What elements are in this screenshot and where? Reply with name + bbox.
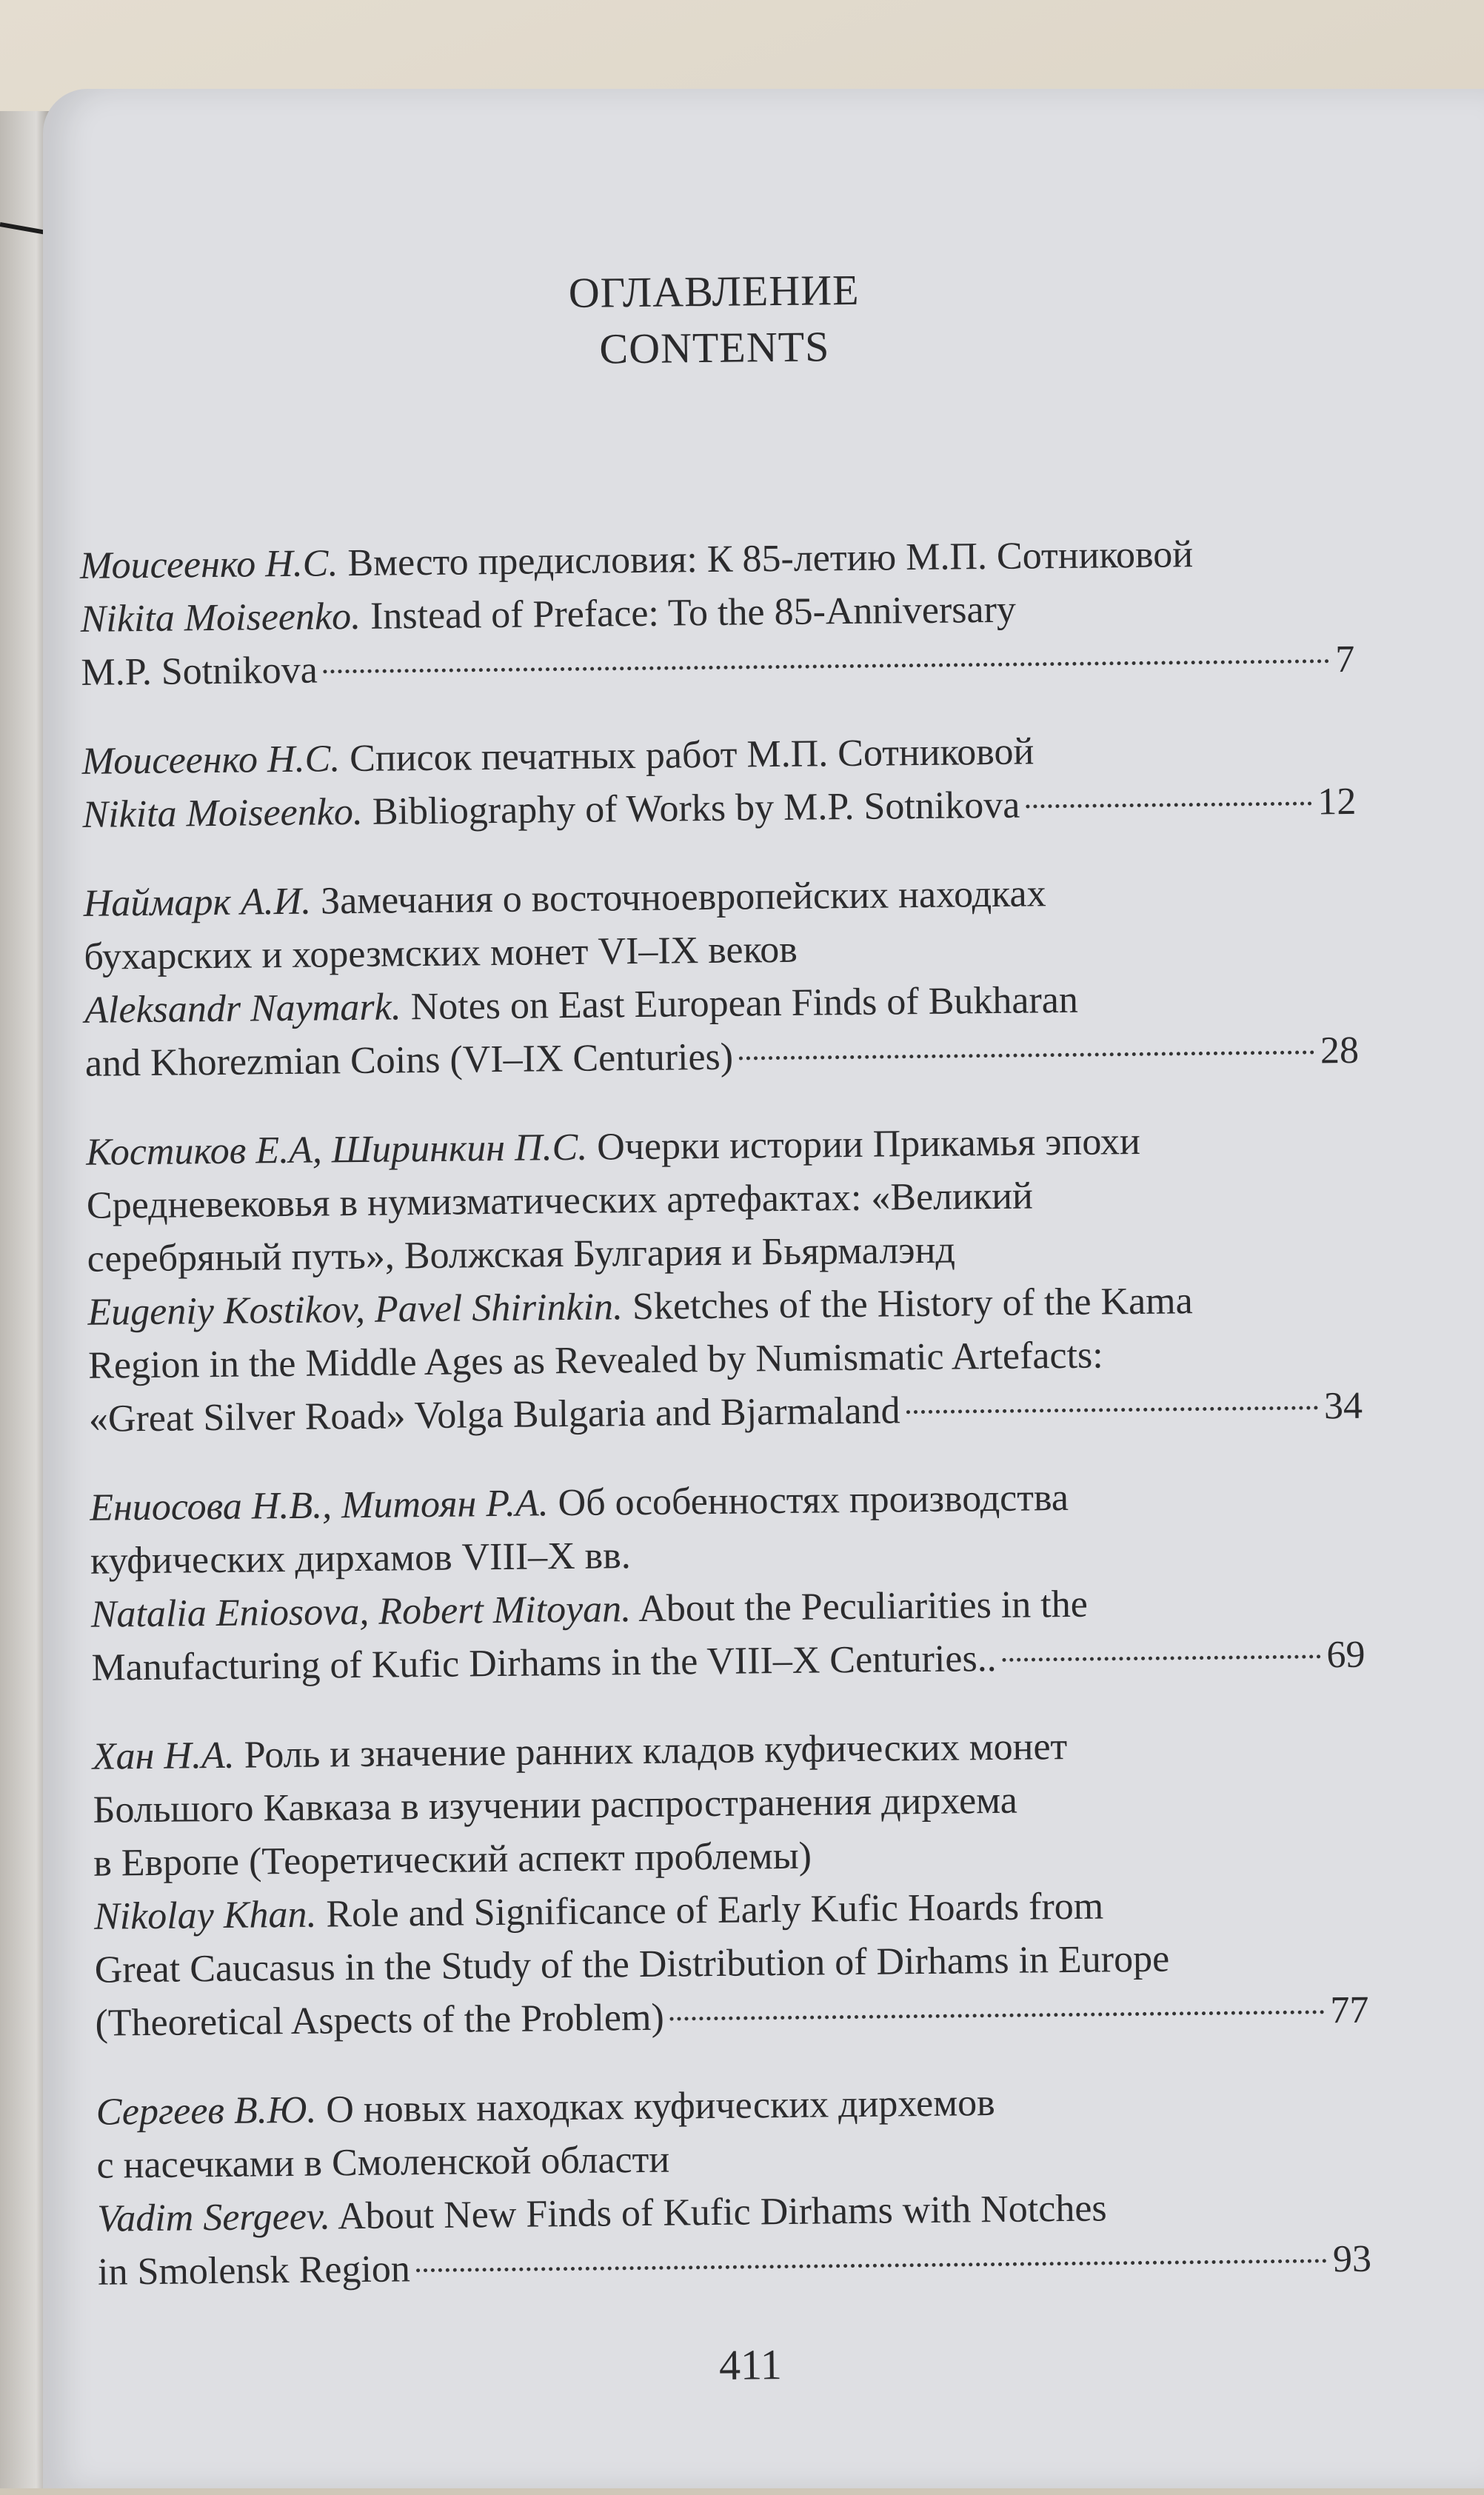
en-title: Role and Significance of Early Kufic Hoards from: [316, 1885, 1104, 1936]
dot-leader: [1003, 1654, 1321, 1662]
en-title: (Theoretical Aspects of the Problem): [95, 1996, 665, 2045]
toc-entry: [92, 1717, 1368, 2051]
toc-entry: [96, 2073, 1371, 2299]
ru-title-continued: серебряный путь», Волжская Булгария и Бьярмалэнд: [87, 1229, 956, 1280]
contents-list: [80, 527, 1372, 2335]
en-title: «Great Silver Road» Volga Bulgaria and Bjarmaland: [88, 1389, 900, 1440]
en-title: Bibliography of Works by M.P. Sotnikova: [362, 784, 1020, 833]
ru-title-continued: бухарских и хорезмских монет VI–IX веков: [84, 928, 798, 978]
en-authors: Nikita Moiseenko.: [82, 790, 364, 836]
en-title-text: [95, 1991, 664, 2051]
en-title: Region in the Middle Ages as Revealed by Numismatic Artefacts:: [87, 1334, 1103, 1387]
toc-entry: [86, 1113, 1363, 1446]
en-title: About New Finds of Kufic Dirhams with Notches: [330, 2187, 1107, 2238]
ru-title: Роль и значение ранних кладов куфических монет: [234, 1725, 1068, 1777]
ru-title: Замечания о восточноевропейских находках: [310, 872, 1046, 923]
book-page: [43, 89, 1484, 2488]
dot-leader: [416, 2259, 1327, 2272]
page-ref: 93: [1332, 2237, 1372, 2281]
ru-title-continued: Большого Кавказа в изучении распространения дирхема: [93, 1779, 1018, 1831]
page-content: [30, 81, 1484, 2495]
dot-leader: [1026, 801, 1311, 808]
ru-authors: Костиков Е.А, Ширинкин П.С.: [85, 1126, 588, 1174]
en-title: Sketches of the History of the Kama: [622, 1280, 1193, 1329]
ru-authors: Моисеенко Н.С.: [81, 738, 341, 783]
en-title: About the Peculiarities in the: [630, 1583, 1089, 1631]
page-ref: 34: [1323, 1384, 1363, 1428]
dot-leader: [324, 659, 1330, 673]
page-ref: 28: [1320, 1029, 1360, 1072]
en-title: Manufacturing of Kufic Dirhams in the VIII–X Centuries..: [91, 1637, 997, 1689]
page-ref: 7: [1335, 638, 1355, 681]
ru-title: Вместо предисловия: К 85-летию М.П. Сотниковой: [338, 533, 1194, 585]
page-ref: 77: [1330, 1988, 1369, 2032]
en-authors: Natalia Eniosova, Robert Mitoyan.: [90, 1588, 632, 1636]
dot-leader: [739, 1050, 1314, 1060]
en-title: Instead of Preface: To the 85-Anniversary: [360, 588, 1017, 638]
toc-entry: [90, 1469, 1366, 1695]
page-ref: 12: [1317, 780, 1357, 824]
dot-leader: [906, 1406, 1318, 1414]
ru-authors: Ениосова Н.В., Митоян Р.А.: [89, 1482, 549, 1529]
en-authors: Nikita Moiseenko.: [80, 595, 361, 641]
page-number: 411: [718, 2340, 783, 2389]
ru-title-continued: с насечками в Смоленской области: [96, 2138, 670, 2187]
en-authors: Aleksandr Naymark.: [84, 986, 401, 1032]
ru-title-continued: Средневековья в нумизматических артефактах: «Великий: [86, 1175, 1034, 1227]
ru-title: Об особенностях производства: [548, 1476, 1069, 1525]
ru-title-continued: куфических дирхамов VIII–X вв.: [90, 1534, 632, 1583]
en-title: Great Caucasus in the Study of the Distribution of Dirhams in Europe: [94, 1937, 1170, 1991]
en-title: Notes on East European Finds of Bukharan: [401, 978, 1079, 1029]
toc-entry: [80, 527, 1355, 700]
en-authors: Eugeniy Kostikov, Pavel Shirinkin.: [87, 1286, 624, 1334]
ru-title-continued: в Европе (Теоретический аспект проблемы): [93, 1834, 812, 1885]
en-title-text: [98, 2242, 411, 2299]
en-title-text: [85, 1031, 734, 1091]
toc-entry: [81, 722, 1356, 842]
ru-authors: Наймарк А.И.: [83, 880, 312, 925]
dot-leader: [670, 2010, 1325, 2020]
en-title: in Smolensk Region: [97, 2248, 411, 2294]
en-title-text: [89, 1384, 900, 1446]
en-authors: Nikolay Khan.: [93, 1893, 317, 1938]
heading-en: CONTENTS: [599, 322, 830, 373]
ru-authors: Сергеев В.Ю.: [96, 2088, 317, 2134]
en-title-text: [82, 779, 1020, 842]
ru-authors: Хан Н.А.: [92, 1734, 235, 1778]
en-title: and Khorezmian Coins (VI–IX Centuries): [84, 1035, 734, 1085]
en-authors: Vadim Sergeev.: [97, 2195, 331, 2240]
page-ref: 69: [1326, 1633, 1366, 1677]
en-title-text: [91, 1632, 997, 1695]
en-title: M.P. Sotnikova: [81, 649, 318, 694]
en-title-text: [81, 644, 318, 699]
ru-title: Очерки истории Прикамья эпохи: [586, 1120, 1141, 1169]
toc-entry: [83, 864, 1359, 1091]
ru-title: Список печатных работ М.П. Сотниковой: [339, 730, 1035, 781]
ru-authors: Моисеенко Н.С.: [79, 542, 338, 587]
heading-ru: ОГЛАВЛЕНИЕ: [568, 265, 860, 317]
ru-title: О новых находках куфических дирхемов: [316, 2082, 995, 2131]
